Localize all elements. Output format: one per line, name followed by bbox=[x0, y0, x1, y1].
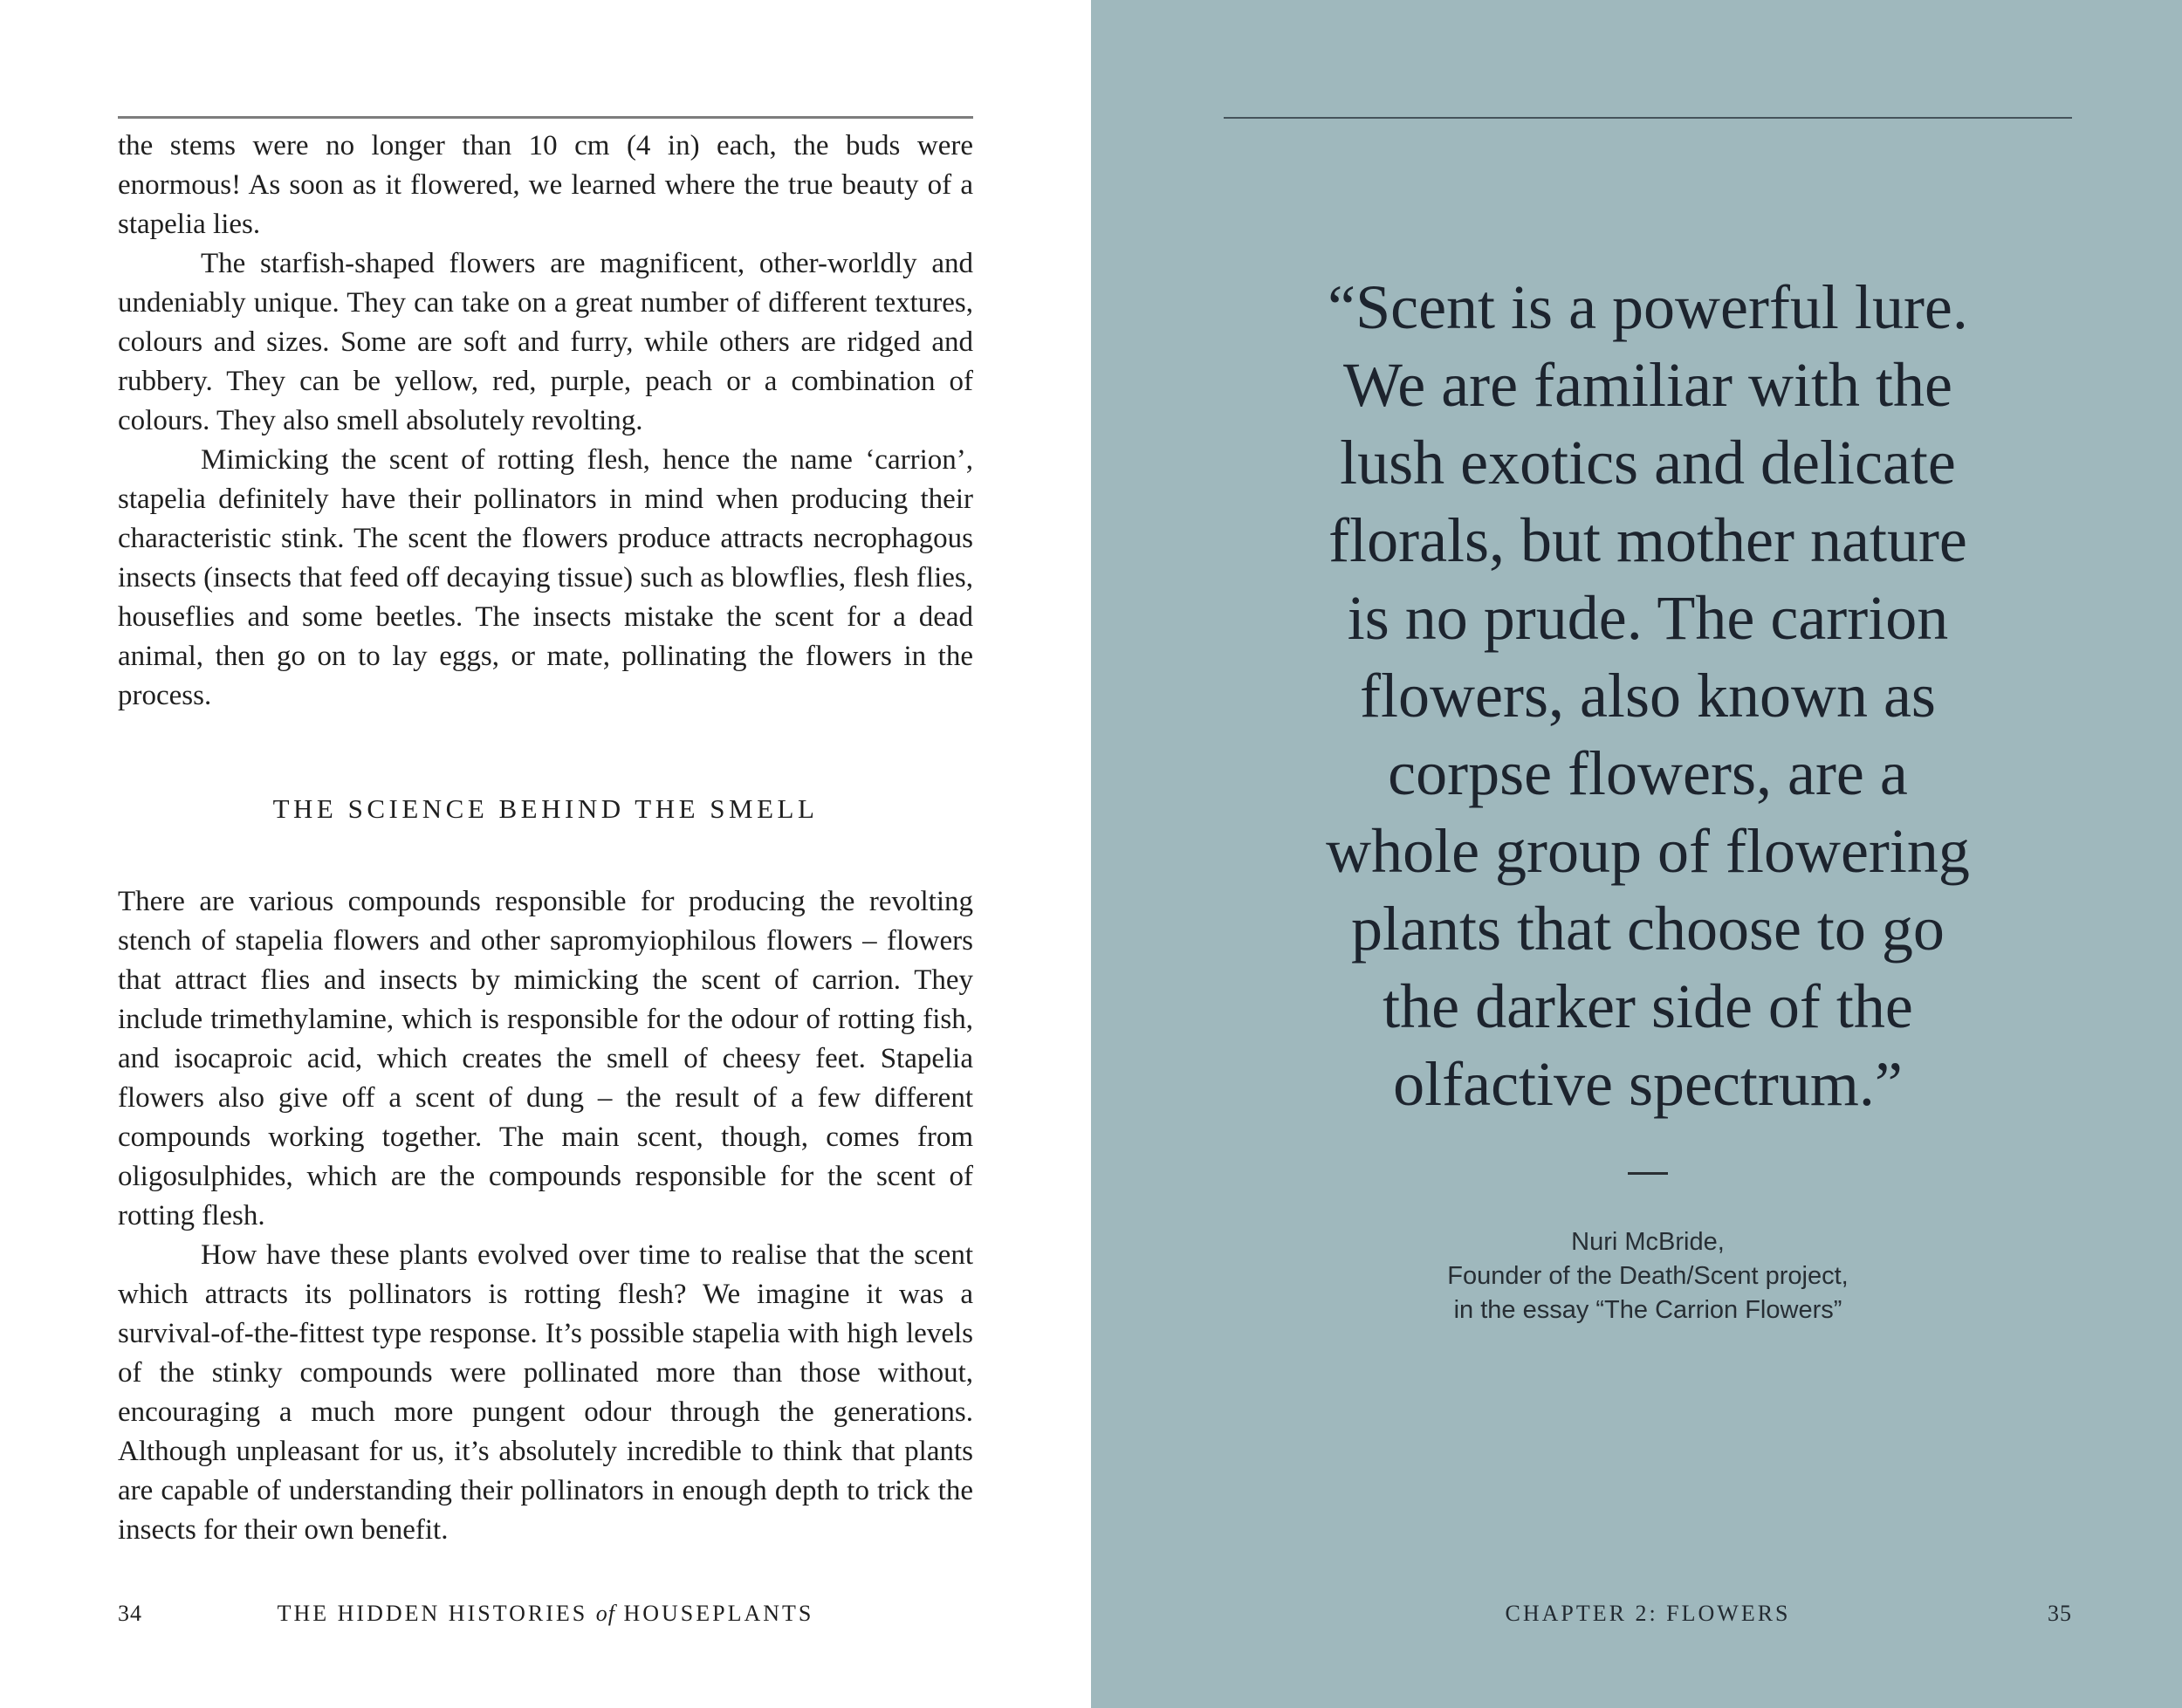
quote-line: “Scent is a powerful lure. bbox=[1328, 272, 1968, 342]
quote-line: corpse flowers, are a bbox=[1388, 738, 1908, 808]
quote-line: olfactive spectrum.” bbox=[1393, 1049, 1903, 1119]
body-paragraph: The starfish-shaped flowers are magnificent, other-worldly and undeniably unique. They can take on a great number of different textures, colours and sizes. Some are soft and furry, while others are ridged and rubbery. They can be yellow, red, purple, peach or a combination of colours. They also smell absolutely revolting. bbox=[118, 248, 973, 436]
quote-line: flowers, also known as bbox=[1360, 661, 1936, 731]
quote-line: We are familiar with the bbox=[1343, 350, 1952, 420]
divider-line bbox=[1628, 1172, 1668, 1175]
pull-quote bbox=[1224, 269, 2072, 1123]
left-top-rule bbox=[118, 116, 973, 119]
page-number: 34 bbox=[118, 1601, 142, 1626]
page-number: 35 bbox=[2048, 1601, 2072, 1626]
left-page-footer bbox=[118, 1602, 973, 1625]
left-body-copy bbox=[118, 127, 973, 1550]
book-title bbox=[118, 1602, 973, 1625]
attribution-source: in the essay “The Carrion Flowers” bbox=[1453, 1296, 1842, 1324]
book-title-suffix: HOUSEPLANTS bbox=[623, 1601, 814, 1626]
book-title-prefix: THE HIDDEN HISTORIES bbox=[277, 1601, 588, 1626]
attribution-name: Nuri McBride, bbox=[1571, 1228, 1725, 1256]
quote-line: lush exotics and delicate bbox=[1340, 428, 1956, 497]
quote-line: florals, but mother nature bbox=[1328, 505, 1967, 575]
quote-line: whole group of flowering bbox=[1326, 816, 1970, 886]
chapter-label: CHAPTER 2: FLOWERS bbox=[1505, 1601, 1791, 1626]
attribution-role: Founder of the Death/Scent project, bbox=[1447, 1262, 1849, 1290]
body-paragraph: How have these plants evolved over time to realise that the scent which attracts its pollinators is rotting flesh? We imagine it was a survival-of-the-fittest type response. It’s possible stapelia with high levels of the stinky compounds were pollinated more than those without, encouraging a much more pungent odour through the generations. Although unpleasant for us, it’s absolutely incredible to think that plants are capable of understanding their pollinators in enough depth to trick the insects for their own benefit. bbox=[118, 1239, 973, 1546]
right-page-footer bbox=[1224, 1602, 2072, 1625]
right-page bbox=[1091, 0, 2182, 1708]
body-paragraph: There are various compounds responsible for producing the revolting stench of stapelia flowers and other sapromyiophilous flowers – flowers that attract flies and insects by mimicking the scent of carrion. They include trimethylamine, which is responsible for the odour of rotting fish, and isocaproic acid, which creates the smell of cheesy feet. Stapelia flowers also give off a scent of dung – the result of a few different compounds working together. The main scent, though, comes from oligosulphides, which are the compounds responsible for the scent of rotting flesh. bbox=[118, 886, 973, 1231]
quote-line: the darker side of the bbox=[1383, 971, 1913, 1041]
quote-line: is no prude. The carrion bbox=[1347, 583, 1949, 653]
body-paragraph: Mimicking the scent of rotting flesh, hence the name ‘carrion’, stapelia definitely have their pollinators in mind when producing their characteristic stink. The scent the flowers produce attracts necrophagous insects (insects that feed off decaying tissue) such as blowflies, flesh flies, houseflies and some beetles. The insects mistake the scent for a dead animal, then go on to lay eggs, or mate, pollinating the flowers in the process. bbox=[118, 444, 973, 711]
section-heading: THE SCIENCE BEHIND THE SMELL bbox=[272, 793, 819, 824]
right-top-rule bbox=[1224, 117, 2072, 119]
quote-line: plants that choose to go bbox=[1351, 894, 1945, 964]
book-title-connector: of bbox=[595, 1601, 615, 1626]
body-paragraph: the stems were no longer than 10 cm (4 in) each, the buds were enormous! As soon as it flowered, we learned where the true beauty of a stapelia lies. bbox=[118, 130, 973, 240]
quote-attribution bbox=[1224, 1225, 2072, 1327]
